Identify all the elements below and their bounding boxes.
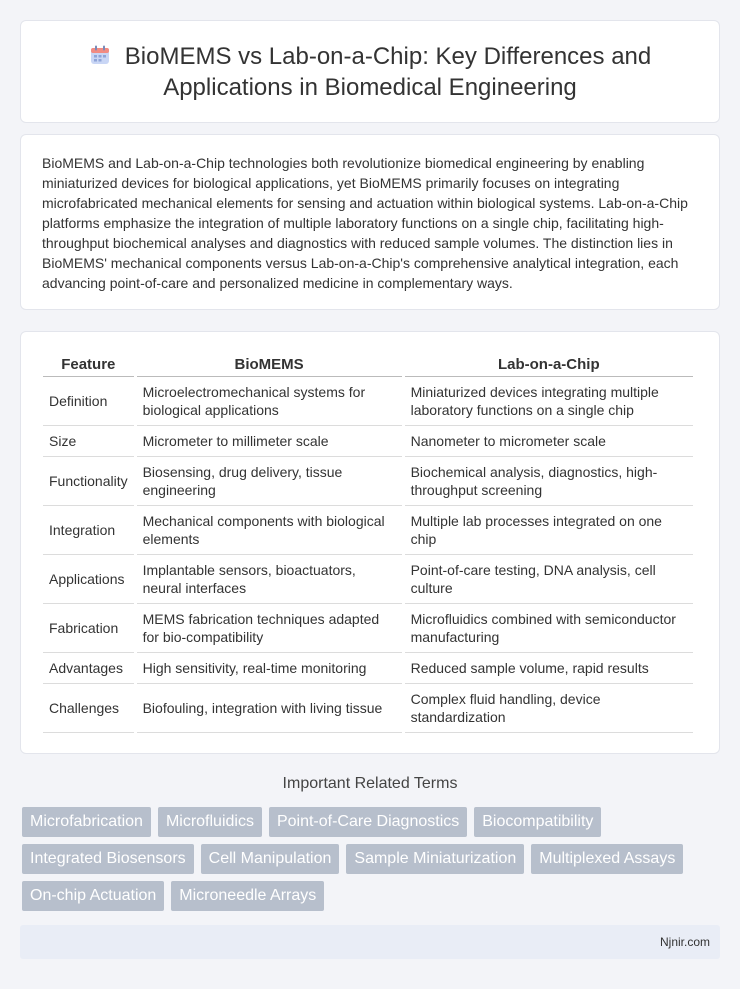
tag-cell-manipulation[interactable]: Cell Manipulation [201,844,340,874]
lab-on-a-chip-cell: Miniaturized devices integrating multiple laboratory functions on a single chip [405,377,693,426]
tag-multiplexed-assays[interactable]: Multiplexed Assays [531,844,683,874]
table-row [43,653,693,684]
related-terms-list [22,807,722,918]
tag-sample-miniaturization[interactable]: Sample Miniaturization [346,844,524,874]
footer [20,925,720,959]
biomems-cell: Implantable sensors, bioactuators, neural interfaces [137,555,402,604]
biomems-cell: MEMS fabrication techniques adapted for bio-compatibility [137,604,402,653]
tag-microneedle-arrays[interactable]: Microneedle Arrays [171,881,324,911]
related-terms-title: Important Related Terms [282,775,458,792]
biomems-cell: Microelectromechanical systems for biological applications [137,377,402,426]
header-feature: Feature [43,352,134,377]
lab-on-a-chip-cell: Biochemical analysis, diagnostics, high-throughput screening [405,457,693,506]
tag-microfabrication[interactable]: Microfabrication [22,807,151,837]
feature-cell: Fabrication [43,604,134,653]
table-row [43,457,693,506]
biomems-cell: Biosensing, drug delivery, tissue engineering [137,457,402,506]
page-title-text: BioMEMS vs Lab-on-a-Chip: Key Differences and Applications in Biomedical Engineering [124,42,652,101]
lab-on-a-chip-cell: Nanometer to micrometer scale [405,426,693,457]
tag-microfluidics[interactable]: Microfluidics [158,807,262,837]
table-row [43,426,693,457]
feature-cell: Size [43,426,134,457]
header-lab-on-a-chip: Lab-on-a-Chip [405,352,693,377]
feature-cell: Advantages [43,653,134,684]
comparison-table [40,352,696,733]
feature-cell: Applications [43,555,134,604]
lab-on-a-chip-cell: Reduced sample volume, rapid results [405,653,693,684]
intro-paragraph: BioMEMS and Lab-on-a-Chip technologies both revolutionize biomedical engineering by enabling miniaturized devices for biological applications, yet BioMEMS primarily focuses on integrating microfabricated mechanical elements for sensing and actuation within biological systems. Lab-on-a-Chip platforms emphasize the integration of multiple laboratory functions on a single chip, facilitating high-throughput biochemical analyses and diagnostics with reduced sample volumes. The distinction lies in BioMEMS' mechanical components versus Lab-on-a-Chip's comprehensive analytical integration, each advancing point-of-care and personalized medicine in complementary ways. [42,155,688,291]
lab-on-a-chip-cell: Complex fluid handling, device standardization [405,684,693,733]
tag-on-chip-actuation[interactable]: On-chip Actuation [22,881,164,911]
biomems-cell: Mechanical components with biological elements [137,506,402,555]
table-row [43,555,693,604]
table-row [43,604,693,653]
lab-on-a-chip-cell: Multiple lab processes integrated on one chip [405,506,693,555]
biomems-cell: Micrometer to millimeter scale [137,426,402,457]
intro-card [20,134,720,310]
table-row [43,377,693,426]
footer-site[interactable]: Njnir.com [659,935,710,949]
lab-on-a-chip-cell: Microfluidics combined with semiconductor manufacturing [405,604,693,653]
feature-cell: Functionality [43,457,134,506]
tag-biocompatibility[interactable]: Biocompatibility [474,807,601,837]
calendar-icon [89,44,111,73]
tag-point-of-care-diagnostics[interactable]: Point-of-Care Diagnostics [269,807,467,837]
biomems-cell: Biofouling, integration with living tissue [137,684,402,733]
feature-cell: Integration [43,506,134,555]
biomems-cell: High sensitivity, real-time monitoring [137,653,402,684]
page-title [61,42,679,102]
lab-on-a-chip-cell: Point-of-care testing, DNA analysis, cell culture [405,555,693,604]
title-card [20,20,720,123]
table-header-row [43,352,693,377]
comparison-table-card [20,331,720,754]
feature-cell: Challenges [43,684,134,733]
feature-cell: Definition [43,377,134,426]
tag-integrated-biosensors[interactable]: Integrated Biosensors [22,844,194,874]
header-biomems: BioMEMS [137,352,402,377]
table-row [43,684,693,733]
table-row [43,506,693,555]
